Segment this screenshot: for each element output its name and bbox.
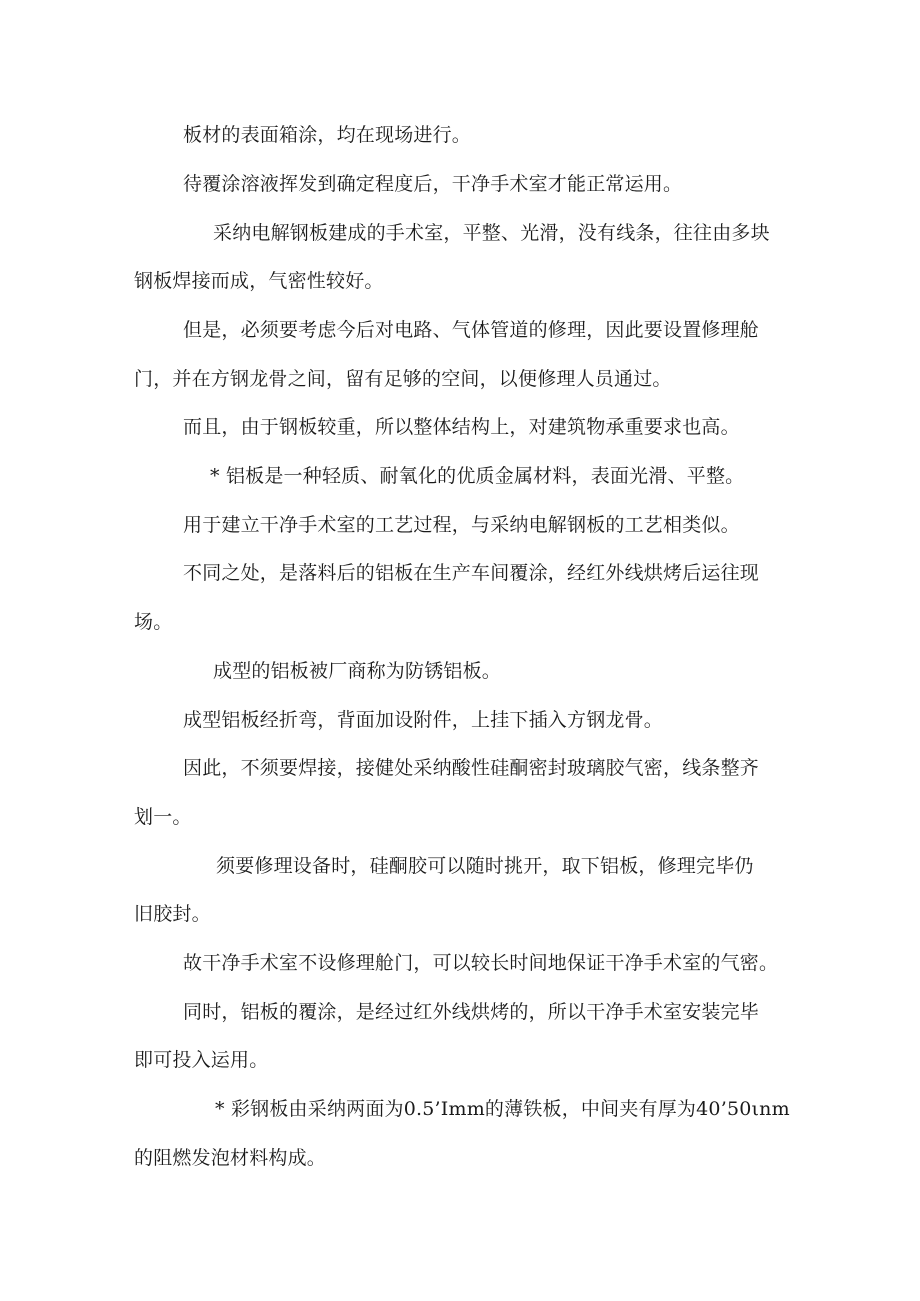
paragraph-line: 的阻燃发泡材料构成。	[134, 1147, 327, 1169]
paragraph-line: 板材的表面箱涂，均在现场进行。	[183, 124, 472, 146]
paragraph-line: 划一。	[134, 806, 192, 828]
paragraph-line: 即可投入运用。	[134, 1049, 269, 1071]
paragraph-line: 场。	[134, 611, 173, 633]
paragraph-line: 故干净手术室不设修理舱门，可以较长时间地保证干净手术室的气密。	[183, 952, 779, 974]
paragraph-line: 须要修理设备时，硅酮胶可以随时挑开，取下铝板，修理完毕仍	[216, 855, 754, 877]
paragraph-line: 钢板焊接而成，气密性较好。	[134, 270, 384, 292]
paragraph-line: 同时，铝板的覆涂，是经过红外线烘烤的，所以干净手术室安装完毕	[183, 1001, 760, 1023]
paragraph-line: 不同之处，是落料后的铝板在生产车间覆涂，经红外线烘烤后运往现	[183, 562, 760, 584]
paragraph-line: 用于建立干净手术室的工艺过程，与采纳电解钢板的工艺相类似。	[183, 514, 740, 536]
paragraph-line: * 彩钢板由采纳两面为0.5’Imm的薄铁板，中间夹有厚为40’50ιnm	[215, 1098, 790, 1120]
paragraph-line: 采纳电解钢板建成的手术室，平整、光滑，没有线条，往往由多块	[213, 222, 770, 244]
paragraph-line: 待覆涂溶液挥发到确定程度后，干净手术室才能正常运用。	[183, 173, 683, 195]
paragraph-line: 因此，不须要焊接，接健处采纳酸性硅酮密封玻璃胶气密，线条整齐	[183, 757, 760, 779]
paragraph-line: 但是，必须要考虑今后对电路、气体管道的修理，因此要设置修理舱	[183, 319, 760, 341]
paragraph-line: * 铝板是一种轻质、耐氧化的优质金属材料，表面光滑、平整。	[210, 465, 745, 487]
paragraph-line: 旧胶封。	[134, 903, 211, 925]
paragraph-line: 成型的铝板被厂商称为防锈铝板。	[213, 660, 502, 682]
paragraph-line: 门，并在方钢龙骨之间，留有足够的空间，以便修理人员通过。	[134, 368, 672, 390]
paragraph-line: 而且，由于钢板较重，所以整体结构上，对建筑物承重要求也高。	[183, 416, 740, 438]
paragraph-line: 成型铝板经折弯，背面加设附件，上挂下插入方钢龙骨。	[183, 709, 664, 731]
